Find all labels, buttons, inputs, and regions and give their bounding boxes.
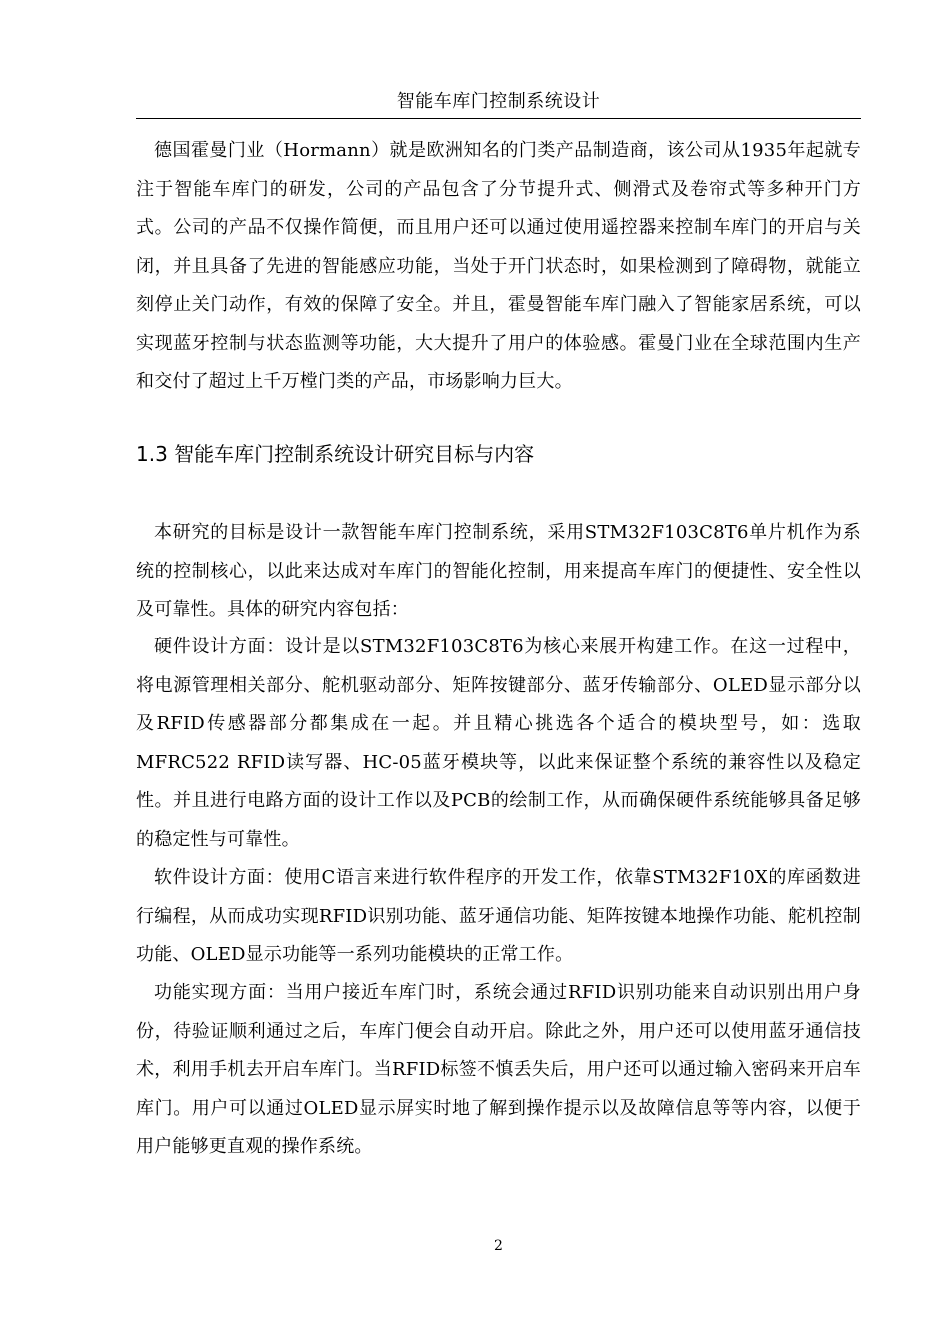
page-number: 2 [494,1238,503,1254]
software-design-paragraph: 软件设计方面：使用C语言来进行软件程序的开发工作，依靠STM32F10X的库函数进行编程，从而成功实现RFID识别功能、蓝牙通信功能、矩阵按键本地操作功能、舵机控制功能、OLED显示功能等一系列功能模块的正常工作。 [136,867,861,965]
hardware-design-paragraph: 硬件设计方面：设计是以STM32F103C8T6为核心来展开构建工作。在这一过程中，将电源管理相关部分、舵机驱动部分、矩阵按键部分、蓝牙传输部分、OLED显示部分以及RFID传感器部分都集成在一起。并且精心挑选各个适合的模块型号，如：选取MFRC522 RFID读写器、HC-05蓝牙模块等，以此来保证整个系统的兼容性以及稳定性。并且进行电路方面的设计工作以及PCB的绘制工作，从而确保硬件系统能够具备足够的稳定性与可靠性。 [136,636,861,850]
intro-paragraph-hormann: 德国霍曼门业（Hormann）就是欧洲知名的门类产品制造商，该公司从1935年起就专注于智能车库门的研发，公司的产品包含了分节提升式、侧滑式及卷帘式等多种开门方式。公司的产品不仅操作简便，而且用户还可以通过使用遥控器来控制车库门的开启与关闭，并且具备了先进的智能感应功能，当处于开门状态时，如果检测到了障碍物，就能立刻停止关门动作，有效的保障了安全。并且，霍曼智能车库门融入了智能家居系统，可以实现蓝牙控制与状态监测等功能，大大提升了用户的体验感。霍曼门业在全球范围内生产和交付了超过上千万樘门类的产品，市场影响力巨大。 [136,140,861,392]
page-header-title: 智能车库门控制系统设计 [396,91,601,112]
function-implementation-paragraph: 功能实现方面：当用户接近车库门时，系统会通过RFID识别功能来自动识别出用户身份，待验证顺利通过之后，车库门便会自动开启。除此之外，用户还可以使用蓝牙通信技术，利用手机去开启车库门。当RFID标签不慎丢失后，用户还可以通过输入密码来开启车库门。用户可以通过OLED显示屏实时地了解到操作提示以及故障信息等等内容，以便于用户能够更直观的操作系统。 [136,982,861,1157]
section-heading: 1.3 智能车库门控制系统设计研究目标与内容 [136,442,535,466]
header-divider [136,118,861,119]
research-goal-paragraph: 本研究的目标是设计一款智能车库门控制系统，采用STM32F103C8T6单片机作为系统的控制核心，以此来达成对车库门的智能化控制，用来提高车库门的便捷性、安全性以及可靠性。具体的研究内容包括： [136,522,861,620]
